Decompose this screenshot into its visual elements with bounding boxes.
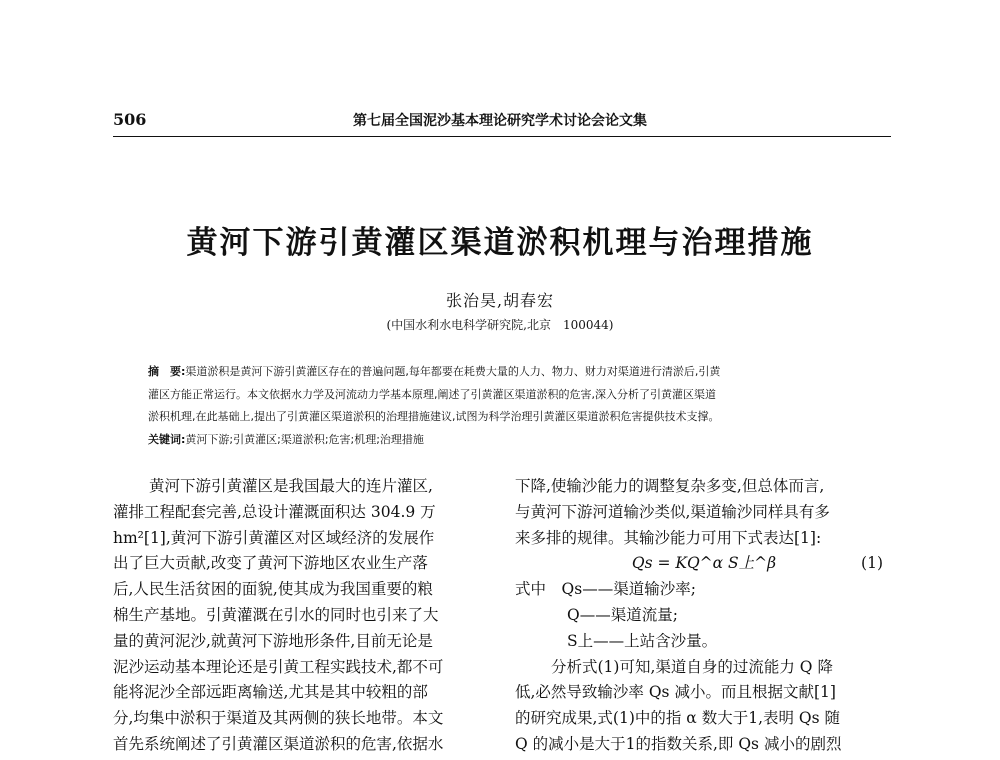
body-line: 来多排的规律。其输沙能力可用下式表达[1]: [515, 528, 822, 547]
body-line: 低,必然导致输沙率 Qs 减小。而且根据文献[1] [515, 683, 836, 702]
body-line: 分,均集中淤积于渠道及其两侧的狭长地带。本文 [113, 709, 444, 728]
affiliation: (中国水利水电科学研究院,北京 100044) [386, 318, 614, 332]
authors: 张治昊,胡春宏 [445, 291, 555, 310]
definition-line [515, 577, 893, 603]
definition: S上——上站含沙量。 [567, 631, 718, 650]
body-line: 后,人民生活贫困的面貌,使其成为我国重要的粮 [113, 580, 433, 599]
body-line: 的研究成果,式(1)中的指 α 数大于1,表明 Qs 随 [515, 709, 841, 728]
running-header: 第七届全国泥沙基本理论研究学术讨论会论文集 [353, 113, 647, 129]
paper-title: 黄河下游引黄灌区渠道淤积机理与治理措施 [186, 225, 814, 261]
equation [515, 551, 893, 577]
body-line: 黄河下游引黄灌区是我国最大的连片灌区, [149, 477, 433, 495]
abstract [148, 361, 858, 451]
abstract-line [148, 361, 858, 384]
body-line: 出了巨大贡献,改变了黄河下游地区农业生产落 [113, 554, 428, 573]
body-line: 分析式(1)可知,渠道自身的过流能力 Q 降 [551, 657, 833, 676]
definition: Q——渠道流量; [567, 605, 678, 624]
page-number: 506 [113, 110, 147, 129]
body-line: hm²[1],黄河下游引黄灌区对区域经济的发展作 [113, 528, 435, 547]
equation-text: Qs = KQ^α S上^β [631, 554, 777, 573]
keywords-line [148, 429, 858, 452]
body-line: 棉生产基地。引黄灌溉在引水的同时也引来了大 [113, 605, 439, 624]
body-line: 下降,使输沙能力的调整复杂多变,但总体而言, [515, 477, 825, 495]
body-line: 泥沙运动基本理论还是引黄工程实践技术,都不可 [113, 657, 444, 676]
right-column [515, 474, 893, 758]
body-line: 灌排工程配套完善,总设计灌溉面积达 304.9 万 [113, 502, 436, 521]
definition: Qs——渠道输沙率; [561, 580, 696, 599]
abstract-label: 摘 要: [148, 365, 186, 378]
left-column [113, 474, 491, 758]
body-line: 能将泥沙全部远距离输送,尤其是其中较粗的部 [113, 683, 428, 702]
abstract-line: 灌区方能正常运行。本文依据水力学及河流动力学基本原理,阐述了引黄灌区渠道淤积的危害,深入分析了引黄灌区渠道 [148, 387, 716, 401]
equation-number: (1) [861, 554, 883, 573]
abstract-line: 淤积机理,在此基础上,提出了引黄灌区渠道淤积的治理措施建议,试图为科学治理引黄灌区渠道淤积危害提供技术支撑。 [148, 410, 720, 423]
body-line: Q 的减小是大于1的指数关系,即 Qs 减小的剧烈 [515, 734, 842, 753]
body-line: 首先系统阐述了引黄灌区渠道淤积的危害,依据水 [113, 734, 444, 753]
header-rule [113, 136, 891, 137]
abstract-text: 渠道淤积是黄河下游引黄灌区存在的普遍问题,每年都要在耗费大量的人力、物力、财力对渠道进行清淤后,引黄 [185, 365, 721, 378]
body-line: 与黄河下游河道输沙类似,渠道输沙同样具有多 [515, 502, 830, 521]
keywords-label: 关键词: [148, 432, 186, 446]
body-line: 量的黄河泥沙,就黄河下游地形条件,目前无论是 [113, 631, 433, 650]
where-label: 式中 [515, 580, 547, 599]
keywords: 黄河下游;引黄灌区;渠道淤积;危害;机理;治理措施 [185, 432, 424, 446]
